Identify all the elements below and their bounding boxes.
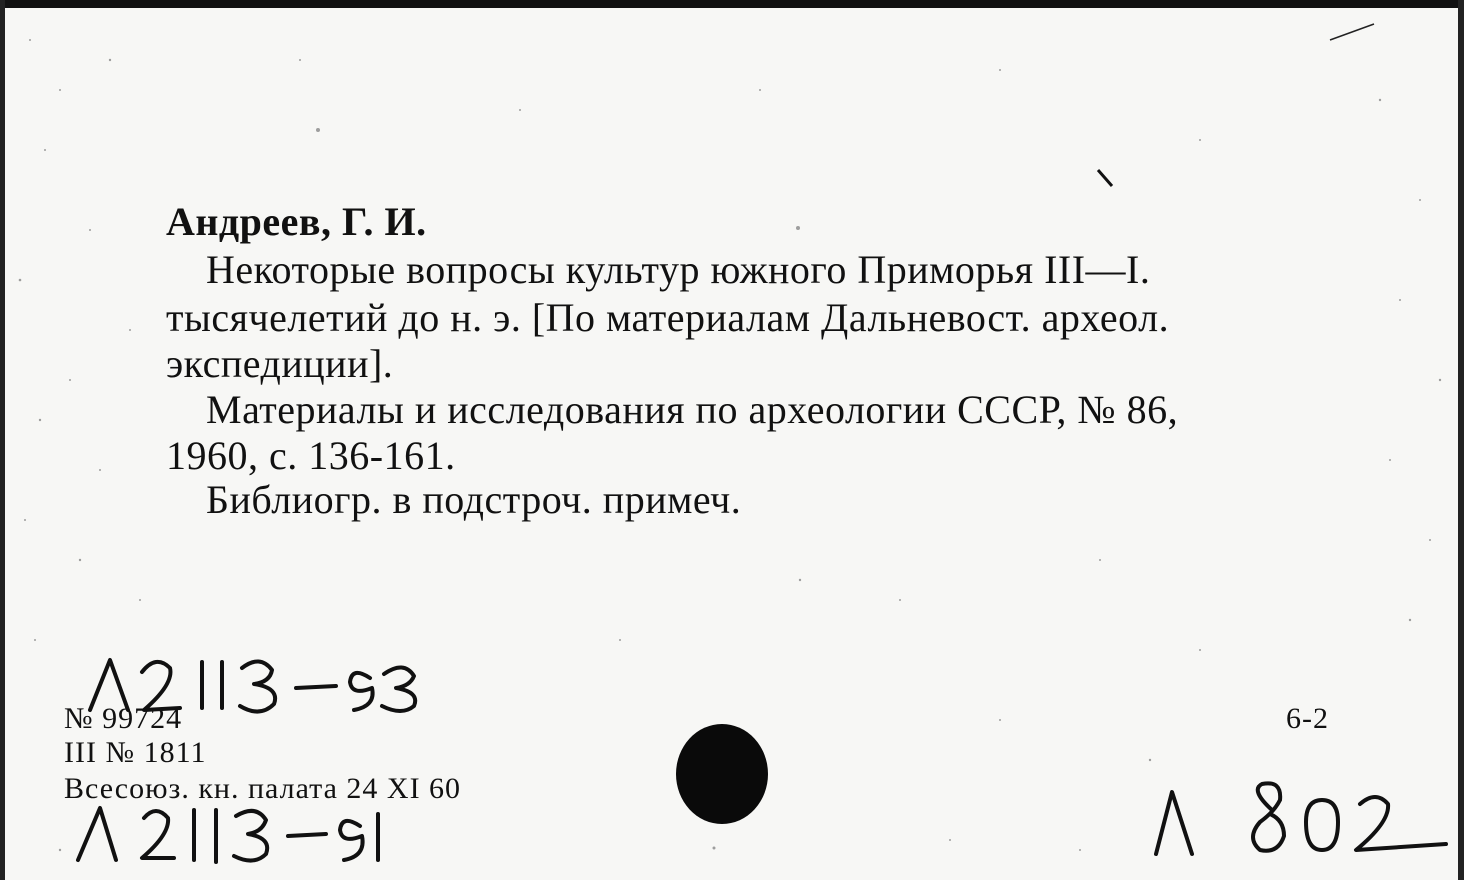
handwritten-shelfmark-top <box>84 648 424 718</box>
card-top-edge <box>0 0 1464 8</box>
card-bibliography-note: Библиогр. в подстроч. примеч. <box>206 477 742 522</box>
card-right-edge <box>1458 0 1464 880</box>
handwritten-shelfmark-right <box>1150 770 1450 870</box>
classification-code: 6-2 <box>1286 702 1329 735</box>
card-left-edge <box>0 0 5 880</box>
card-title-line-1: Некоторые вопросы культур южного Приморья III—I. <box>206 247 1151 292</box>
handwritten-shelfmark-bottom <box>74 800 404 870</box>
card-author: Андреев, Г. И. <box>166 199 427 244</box>
card-source-line-1: Материалы и исследования по археологии СССР, № 86, <box>206 387 1179 432</box>
card-source-line-2: 1960, с. 136-161. <box>166 433 456 478</box>
card-punch-hole <box>676 724 768 824</box>
registry-number: III № 1811 <box>64 736 207 769</box>
card-title-line-2: тысячелетий до н. э. [По материалам Дальневост. археол. <box>166 295 1170 340</box>
card-title-line-3: экспедиции]. <box>166 341 394 386</box>
book-chamber-stamp: Всесоюз. кн. палата 24 XI 60 <box>64 772 462 805</box>
record-number: № 99724 <box>64 702 183 735</box>
